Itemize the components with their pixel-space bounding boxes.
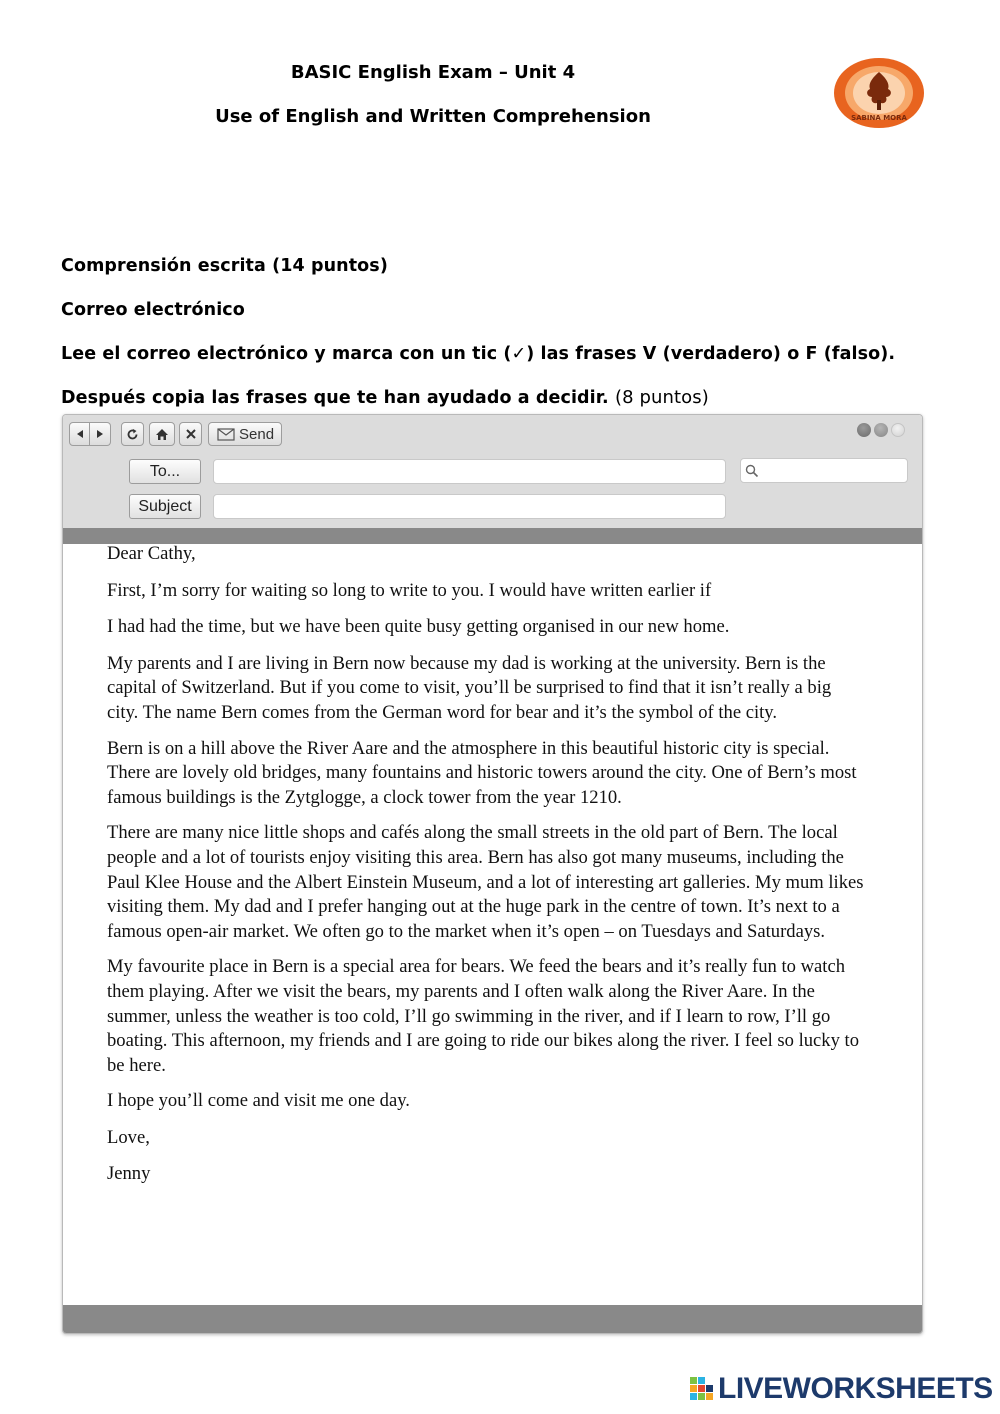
- task-instruction-2-text: Después copia las frases que te han ayudado a decidir.: [61, 388, 609, 408]
- email-paragraph-3: Bern is on a hill above the River Aare and the atmosphere in this beautiful historic city is special. There are lovely old bridges, many fountains and historic towers around the city. One of Bern’s most famous buildings is the Zytglogge, a clock tower from the year 1210.: [107, 737, 857, 808]
- forward-button[interactable]: [90, 422, 111, 446]
- liveworksheets-brand: [690, 1372, 993, 1406]
- home-icon: [155, 428, 169, 441]
- email-paragraph-1a: First, I’m sorry for waiting so long to write to you. I would have written earlier if: [107, 579, 712, 601]
- window-dot-icon[interactable]: [891, 423, 905, 437]
- back-button[interactable]: [69, 422, 90, 446]
- to-field[interactable]: [213, 459, 726, 484]
- to-button[interactable]: To...: [129, 459, 201, 484]
- email-paragraph-2: My parents and I are living in Bern now because my dad is working at the university. Bern is the capital of Switzerland. But if you come to visit, you’ll be surprised to find that it isn’t really a big city. The name Bern comes from the German word for bear and it’s the symbol of the city.: [107, 652, 832, 723]
- refresh-button[interactable]: [121, 422, 144, 446]
- exam-subtitle: Use of English and Written Comprehension: [215, 106, 651, 127]
- send-label: Send: [239, 425, 275, 443]
- task-instruction: Lee el correo electrónico y marca con un tic (✓) las frases V (verdadero) o F (falso).: [61, 344, 896, 364]
- email-closing-1: I hope you’ll come and visit me one day.: [107, 1090, 410, 1112]
- subject-field[interactable]: [213, 494, 726, 519]
- arrow-left-icon: [75, 429, 85, 439]
- email-paragraph-5: My favourite place in Bern is a special area for bears. We feed the bears and it’s really fun to watch them playing. After we visit the bears, my parents and I often walk along the River Aare. In the summer, unless the weather is too cold, I’ll go swimming in the river, and if I learn to row, I’ll go boating. This afternoon, my friends and I are going to ride our bikes along the river. I feel so lucky to be here.: [107, 956, 859, 1076]
- task-points: (8 puntos): [614, 387, 709, 408]
- email-signature: Jenny: [107, 1163, 151, 1185]
- send-button[interactable]: [208, 422, 282, 446]
- email-paragraph-4: There are many nice little shops and cafés along the small streets in the old part of Bern. The local people and a lot of tourists enjoy visiting this area. Bern has also got many museums, including the Paul Klee House and the Albert Einstein Museum, and a lot of interesting art galleries. My mum likes visiting them. My dad and I prefer hanging out at the huge park in the centre of town. It’s next to a famous open-air market. We often go to the market when it’s open – on Tuesdays and Saturdays.: [107, 822, 864, 942]
- section-type: Correo electrónico: [61, 300, 245, 320]
- window-dot-icon[interactable]: [857, 423, 871, 437]
- refresh-icon: [126, 428, 139, 441]
- window-dot-icon[interactable]: [874, 423, 888, 437]
- email-closing-2: Love,: [107, 1126, 150, 1148]
- arrow-right-icon: [95, 429, 105, 439]
- email-greeting: Dear Cathy,: [107, 543, 196, 564]
- window-controls: [857, 423, 905, 437]
- close-icon: [185, 428, 197, 440]
- subject-button[interactable]: Subject: [129, 494, 201, 519]
- task-instruction-2: [61, 387, 709, 408]
- email-paragraph-1b: I had had the time, but we have been quite busy getting organised in our new home.: [107, 616, 730, 638]
- envelope-icon: [217, 428, 235, 441]
- section-heading: Comprensión escrita (14 puntos): [61, 256, 388, 276]
- stop-button[interactable]: [179, 422, 202, 446]
- liveworksheets-logo-icon: [690, 1377, 714, 1401]
- email-window: [62, 414, 923, 1334]
- home-button[interactable]: [149, 422, 175, 446]
- school-logo: [832, 56, 926, 130]
- footer-bar: [63, 1305, 922, 1333]
- search-icon: [745, 464, 759, 478]
- email-body: [107, 542, 867, 1199]
- exam-title: BASIC English Exam – Unit 4: [290, 62, 576, 83]
- liveworksheets-text: LIVEWORKSHEETS: [718, 1372, 993, 1405]
- email-toolbar: [63, 415, 922, 528]
- search-input[interactable]: [740, 458, 908, 483]
- svg-text:SABINA MORA: SABINA MORA: [851, 114, 907, 122]
